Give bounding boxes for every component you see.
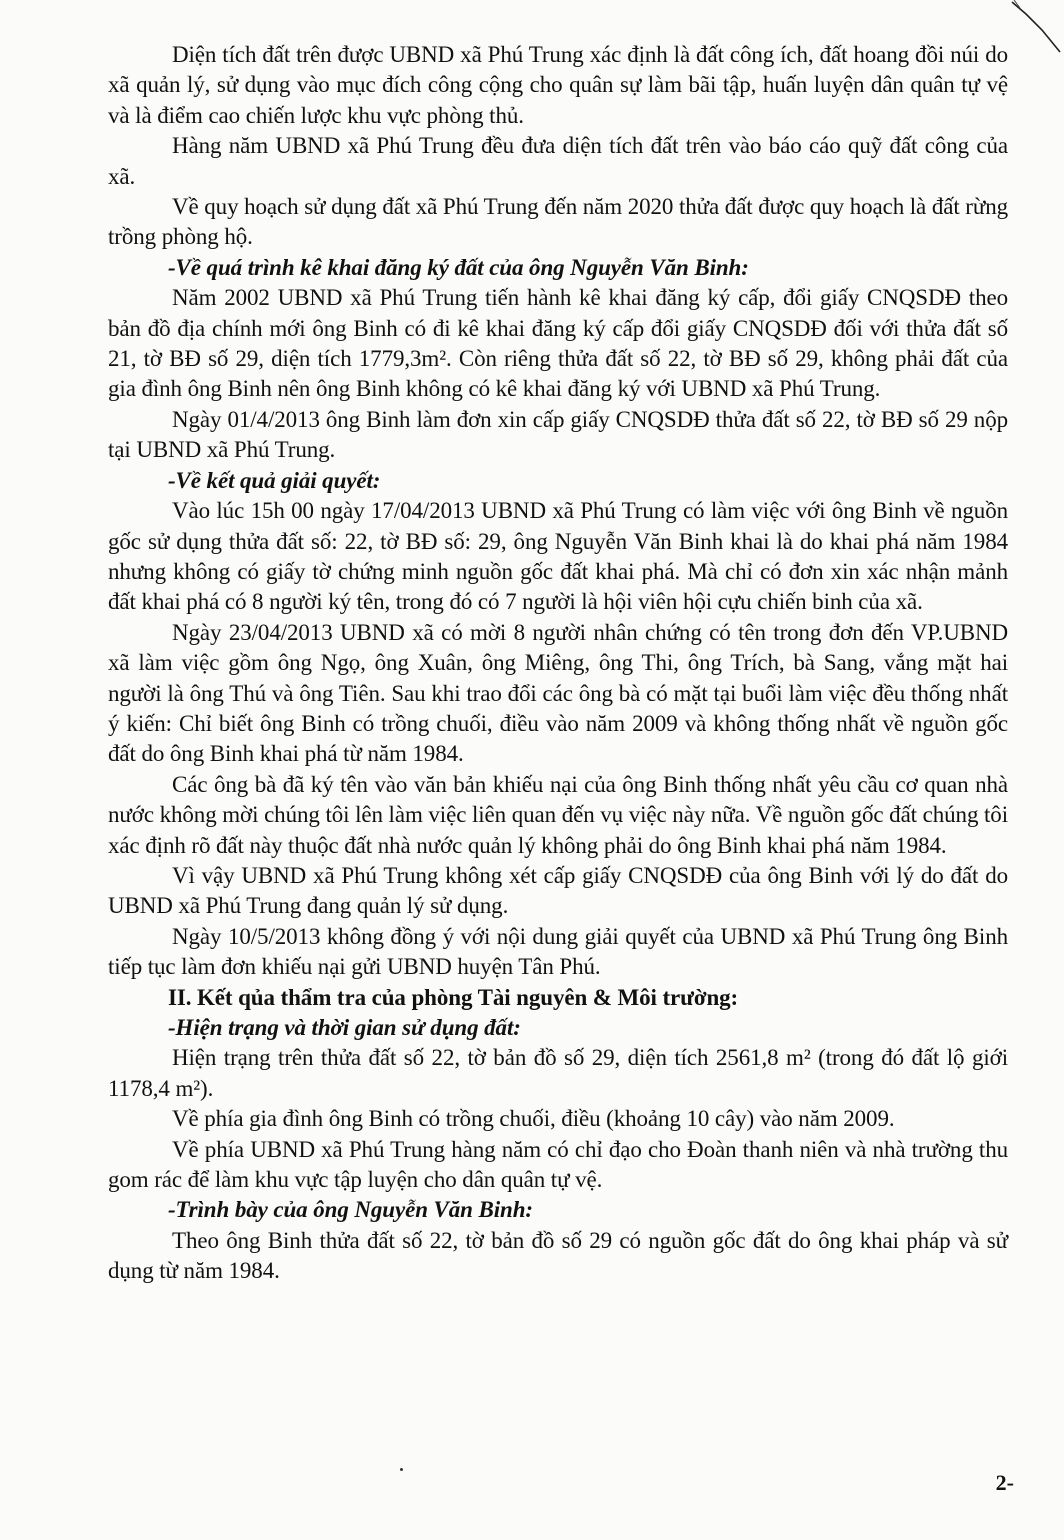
paragraph-witness-statement: Các ông bà đã ký tên vào văn bản khiếu nại của ông Binh thống nhất yêu cầu cơ quan nhà nước không mời chúng tôi lên làm việc liên quan đến vụ việc này nữa. Về nguồn gốc đất chúng tôi xác định rõ đất này thuộc đất nhà nước quản lý không phải do ông Binh khai phá năm 1984. <box>108 771 1008 858</box>
heading-declaration-process: -Về quá trình kê khai đăng ký đất của ông Nguyễn Văn Binh: <box>168 254 749 280</box>
paragraph-witnesses-23-04: Ngày 23/04/2013 UBND xã có mời 8 người nhân chứng có tên trong đơn đến VP.UBND xã làm việc gồm ông Ngọ, ông Xuân, ông Miêng, ông Thi, ông Trích, bà Sang, vắng mặt hai người là ông Thú và ông Tiên. Sau khi trao đổi các ông bà có mặt tại buổi làm việc đều thống nhất ý kiến: Chỉ biết ông Binh có trồng chuối, điều vào năm 2009 và không thống nhất về nguồn gốc đất do ông Binh khai phá từ năm 1984. <box>108 619 1008 767</box>
page-number: 2- <box>995 1470 1014 1495</box>
document-body <box>108 40 1008 1287</box>
paragraph-current-status: Hiện trạng trên thửa đất số 22, tờ bản đồ số 29, diện tích 2561,8 m² (trong đó đất lộ giới 1178,4 m²). <box>108 1045 1008 1101</box>
heading-current-status: -Hiện trạng và thời gian sử dụng đất: <box>168 1015 521 1040</box>
heading-resolution-result: -Về kết quả giải quyết: <box>168 467 381 493</box>
scan-speck <box>400 1468 403 1471</box>
paragraph-application-2013: Ngày 01/4/2013 ông Binh làm đơn xin cấp giấy CNQSDĐ thửa đất số 22, tờ BĐ số 29 nộp tại UBND xã Phú Trung. <box>108 406 1008 463</box>
paragraph-commune-activity: Về phía UBND xã Phú Trung hàng năm có chỉ đạo cho Đoàn thanh niên và nhà trường thu gom rác để làm khu vực tập luyện cho dân quân tự vệ. <box>108 1136 1008 1193</box>
paragraph-complaint: Ngày 10/5/2013 không đồng ý với nội dung giải quyết của UBND xã Phú Trung ông Binh tiếp tục làm đơn khiếu nại gửi UBND huyện Tân Phú. <box>108 923 1008 980</box>
paragraph-binh-statement: Theo ông Binh thửa đất số 22, tờ bản đồ số 29 có nguồn gốc đất do ông khai pháp và sử dụng từ năm 1984. <box>108 1227 1008 1284</box>
paragraph-land-status: Diện tích đất trên được UBND xã Phú Trung xác định là đất công ích, đất hoang đồi núi do xã quản lý, sử dụng vào mục đích công cộng cho quân sự làm bãi tập, huấn luyện dân quân tự vệ và là điểm cao chiến lược khu vực phòng thủ. <box>108 42 1008 128</box>
heading-binh-statement: -Trình bày của ông Nguyễn Văn Binh: <box>168 1197 533 1223</box>
paragraph-family-planting: Về phía gia đình ông Binh có trồng chuối, điều (khoảng 10 cây) vào năm 2009. <box>172 1106 895 1132</box>
paragraph-meeting-17-04: Vào lúc 15h 00 ngày 17/04/2013 UBND xã Phú Trung có làm việc với ông Binh về nguồn gốc sử dụng thửa đất số: 22, tờ BĐ số: 29, ông Nguyễn Văn Binh khai là do khai phá năm 1984 nhưng không có giấy tờ chứng minh nguồn gốc đất khai phá. Mà chỉ có đơn xin xác nhận mảnh đất khai phá có 8 người ký tên, trong đó có 7 người là hội viên hội cựu chiến binh của xã. <box>108 498 1008 615</box>
heading-section-ii: II. Kết qủa thẩm tra của phòng Tài nguyên & Môi trường: <box>168 984 739 1010</box>
paragraph-declaration-2002: Năm 2002 UBND xã Phú Trung tiến hành kê khai đăng ký cấp, đổi giấy CNQSDĐ theo bản đồ địa chính mới ông Binh có đi kê khai đăng ký cấp đổi giấy CNQSDĐ đối với thửa đất số 21, tờ BĐ số 29, diện tích 1779,3m². Còn riêng thửa đất số 22, tờ BĐ số 29, không phải đất của gia đình ông Binh nên ông Binh không có kê khai đăng ký với UBND xã Phú Trung. <box>108 285 1008 402</box>
paragraph-annual-report: Hàng năm UBND xã Phú Trung đều đưa diện tích đất trên vào báo cáo quỹ đất công của xã. <box>108 133 1008 189</box>
paragraph-refusal: Vì vậy UBND xã Phú Trung không xét cấp giấy CNQSDĐ của ông Binh với lý do đất do UBND xã Phú Trung đang quản lý sử dụng. <box>108 862 1008 919</box>
paragraph-land-planning: Về quy hoạch sử dụng đất xã Phú Trung đến năm 2020 thửa đất được quy hoạch là đất rừng trồng phòng hộ. <box>108 194 1008 250</box>
